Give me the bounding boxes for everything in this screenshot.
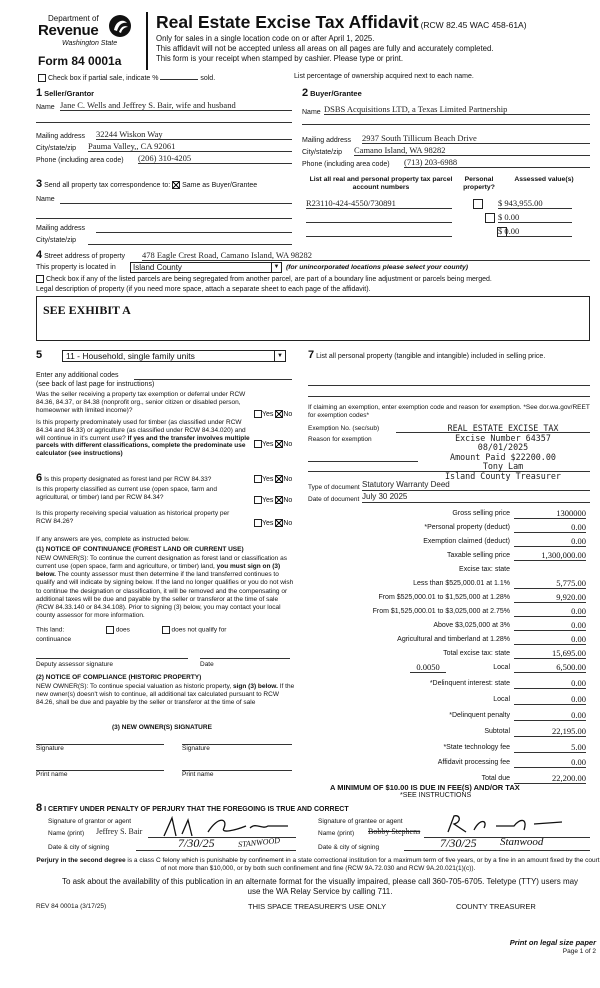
tax-label-taxable: Taxable selling price [446, 552, 510, 559]
tax-label-tier-2: From $525,000.01 to $1,525,000 at 1.28% [378, 594, 510, 601]
tax-value-tier-2[interactable]: 9,920.00 [514, 592, 586, 603]
answers-note: If any answers are yes, complete as instructed below. [36, 536, 190, 543]
parcel-personal-checkbox-1[interactable] [473, 199, 483, 209]
tax-value-tier-4[interactable]: 0.00 [514, 620, 586, 631]
tax-row-subtotal [300, 726, 590, 738]
tax-label-exemption: Exemption claimed (deduct) [423, 538, 510, 545]
owner-print-1-label: Print name [36, 771, 68, 778]
buyer-city-field[interactable]: Camano Island, WA 98282 [354, 145, 590, 156]
header-divider [146, 12, 148, 70]
tax-row-personal [300, 522, 590, 534]
dor-swirl-icon [108, 14, 132, 38]
tax-value-local[interactable]: 6,500.00 [514, 662, 586, 673]
tax-label-gross: Gross selling price [452, 510, 510, 517]
minimum-note: A MINIMUM OF $10.00 IS DUE IN FEE(S) AND/OR TAX [330, 783, 520, 792]
segregated-label: Check box if any of the listed parcels are being segregated from another parcel, are part of a boundary line adjustment or parcels being merged. [45, 275, 492, 283]
title-text: Real Estate Excise Tax Affidavit [156, 12, 419, 32]
grantee-signature-scribble [444, 812, 594, 836]
timber-question-a: Is this property predominately used for timber (as classified under RCW 84.34 and 84.33) or agriculture (as classified under RCW 84.34.020) and will continue in it's current use? [36, 419, 246, 442]
parcel-assessed-3[interactable]: $ 0.00 [498, 226, 572, 237]
deputy-signature-field[interactable] [36, 658, 188, 659]
partial-sale-checkbox[interactable] [38, 74, 46, 82]
legal-paper-note: Print on legal size paper [509, 938, 596, 947]
header-note-1: Only for sales in a single location code on or after April 1, 2025. [156, 34, 375, 43]
grantor-signature-label: Signature of grantor or agent [48, 818, 132, 825]
tax-label-tier-3: From $1,525,000.01 to $3,025,000 at 2.75% [372, 608, 510, 615]
historic-yes-no [254, 519, 292, 528]
section-4-number: 4 [36, 249, 43, 261]
owner-print-2-label: Print name [182, 771, 214, 778]
legal-description-label: Legal description of property (if you need more space, attach a separate sheet to each page of the affidavit). [36, 286, 371, 293]
tax-row-excise-state [300, 564, 590, 576]
seller-name-line-2[interactable] [36, 122, 292, 123]
tax-value-total-state[interactable]: 15,695.00 [514, 648, 586, 659]
seller-city-field[interactable]: Pauma Valley,, CA 92061 [88, 141, 292, 152]
grantee-city-value: Stanwood [500, 836, 544, 848]
title-ref: (RCW 82.45 WAC 458-61A) [420, 20, 527, 30]
seller-name-field[interactable]: Jane C. Wells and Jeffrey S. Bair, wife and husband [60, 100, 292, 111]
parcel-account-2[interactable] [306, 212, 452, 223]
tax-label-personal: *Personal property (deduct) [424, 524, 510, 531]
buyer-heading-text: Buyer/Grantee [310, 89, 362, 98]
dept-line2: Revenue [38, 22, 99, 39]
grantee-date-value: 7/30/25 [440, 836, 477, 850]
buyer-city-label: City/state/zip [302, 149, 343, 156]
tax-row-tier-4 [300, 620, 590, 632]
partial-sale-sold: sold. [200, 74, 216, 82]
does-checkbox[interactable] [106, 626, 114, 634]
timber-no-label: No [283, 440, 293, 448]
tax-value-delinquent-penalty[interactable]: 0.00 [514, 710, 586, 721]
this-land-label: This land: [36, 626, 65, 634]
seller-heading [36, 87, 94, 100]
buyer-heading [302, 87, 362, 100]
timber-no-checkbox[interactable] [275, 440, 283, 448]
tax-row-delinquent-local [300, 694, 590, 706]
perjury-text: is a class C felony which is punishable by confinement in a state correctional institution for a maximum term of five years, or by a fine in an amount fixed by the court of not more than $10,000, or by both such confinement and fine (RCW 9A.72.030 and RCW 9A.20.021(1)(c)). [127, 857, 600, 873]
alt-format-notice: To ask about the availability of this publication in an alternate format for the visually impaired, please call 360-705-6705. Teletype (TTY) users may use the WA Relay Service by calling 711. [61, 877, 579, 896]
partial-sale-label: Check box if partial sale, indicate % [47, 74, 159, 82]
tax-value-gross[interactable]: 1300000 [514, 508, 586, 519]
current-use-yes-no [254, 496, 292, 505]
tax-value-technology-fee[interactable]: 5.00 [514, 742, 586, 753]
tax-value-processing-fee[interactable]: 0.00 [514, 757, 586, 768]
current-use-question: Is this property classified as current use (open space, farm and agricultural, or timber) land per RCW 84.34? [36, 486, 218, 501]
does-not-label: does not qualify for [171, 626, 227, 634]
tax-value-delinquent-interest[interactable]: 0.00 [514, 678, 586, 689]
grantor-city-value: STANWOOD [237, 835, 281, 850]
tax-label-technology-fee: *State technology fee [443, 744, 510, 751]
forest-yes-label: Yes [262, 475, 274, 483]
tax-value-total-due[interactable]: 22,200.00 [514, 773, 586, 784]
seller-phone-field[interactable]: (206) 310-4205 [138, 153, 292, 164]
seller-name-label: Name [36, 104, 55, 111]
historic-yes-label: Yes [262, 519, 274, 527]
stamp-line-4: Amount Paid $22200.00 [450, 451, 556, 462]
exemption-reason-line-2[interactable] [308, 471, 590, 472]
forest-yes-checkbox[interactable] [254, 475, 262, 483]
this-land-row [36, 626, 226, 635]
current-use-yes-checkbox[interactable] [254, 496, 262, 504]
certify-heading-text: I CERTIFY UNDER PENALTY OF PERJURY THAT THE FOREGOING IS TRUE AND CORRECT [44, 806, 349, 813]
stamp-line-5: Tony Lam [482, 461, 524, 472]
tax-value-agricultural[interactable]: 0.00 [514, 634, 586, 645]
county-select[interactable] [130, 262, 282, 273]
tax-row-agricultural [300, 634, 590, 646]
legal-description-text: SEE EXHIBIT A [43, 303, 131, 317]
deputy-signature-label: Deputy assessor signature [36, 661, 113, 668]
corr-name-label: Name [36, 196, 55, 203]
treasurer-stamp [420, 424, 586, 482]
tax-label-agricultural: Agricultural and timberland at 1.28% [397, 636, 510, 643]
county-treasurer-label: COUNTY TREASURER [456, 902, 536, 911]
use-code-value: 11 - Household, single family units [66, 351, 195, 361]
section-7-number: 7 [308, 349, 315, 361]
corr-city-label: City/state/zip [36, 237, 77, 244]
partial-sale-percent[interactable] [160, 79, 198, 80]
section-1-number: 1 [36, 87, 43, 99]
notice-2-c: If the new owner(s) doesn't wish to continue, all additional tax calculated pursuant to RCW 84.26, shall be due and payable by the seller or transferor at the time of sale [36, 683, 295, 707]
located-label: This property is located in [36, 264, 116, 271]
timber-yes-label: Yes [262, 440, 274, 448]
tax-row-gross [300, 508, 590, 520]
continuance-label: continuance [36, 636, 72, 643]
exemption-no-label: Exemption No. (sec/sub) [308, 425, 380, 432]
see-instructions: *SEE INSTRUCTIONS [400, 792, 472, 799]
exemption-no-label: No [283, 410, 293, 418]
header-note-2: This affidavit will not be accepted unless all areas on all pages are fully and accurately completed. [156, 44, 494, 53]
timber-yes-no [254, 440, 292, 449]
tax-label-local: Local [493, 664, 510, 671]
tax-value-subtotal[interactable]: 22,195.00 [514, 726, 586, 737]
historic-yes-checkbox[interactable] [254, 519, 262, 527]
tax-value-tier-3[interactable]: 0.00 [514, 606, 586, 617]
treasurer-space-label: THIS SPACE TREASURER'S USE ONLY [248, 902, 387, 911]
dor-logo [38, 12, 133, 52]
additional-codes-note: (see back of last page for instructions) [36, 381, 155, 388]
county-note: (for unincorporated locations please select your county) [286, 264, 469, 271]
grantee-date-label: Date & city of signing [318, 844, 380, 851]
forest-yes-no [254, 475, 292, 484]
partial-sale-row [38, 74, 215, 83]
tax-value-personal[interactable]: 0.00 [514, 522, 586, 533]
tax-value-exemption[interactable]: 0.00 [514, 536, 586, 547]
buyer-mail-field[interactable]: 2937 South Tillicum Beach Drive [362, 133, 590, 144]
exemption-yes-no [254, 410, 292, 419]
stamp-line-6: Island County Treasurer [445, 470, 561, 481]
exemption-no-checkbox[interactable] [275, 410, 283, 418]
tax-row-delinquent-penalty [300, 710, 590, 722]
correspondence-row [36, 178, 257, 191]
tax-label-subtotal: Subtotal [484, 728, 510, 735]
tax-row-total-state [300, 648, 590, 660]
grantee-signature-label: Signature of grantee or agent [318, 818, 403, 825]
doc-date-field[interactable]: July 30 2025 [362, 492, 590, 503]
timber-yes-checkbox[interactable] [254, 440, 262, 448]
owner-signature-1-label: Signature [36, 745, 64, 752]
forest-no-label: No [283, 475, 293, 483]
dept-line1: Department of [48, 14, 99, 23]
county-value: Island County [133, 263, 182, 272]
current-use-no-label: No [283, 496, 293, 504]
corr-mail-label: Mailing address [36, 225, 86, 232]
buyer-phone-field[interactable]: (713) 203-6988 [404, 157, 590, 168]
grantor-name-label: Name (print) [48, 830, 85, 837]
notice-1-title: (1) NOTICE OF CONTINUANCE (FOREST LAND OR CURRENT USE) [36, 546, 244, 553]
personal-property-field-1[interactable] [308, 385, 590, 386]
exemption-question: Was the seller receiving a property tax exemption or deferral under RCW 84.36, 84.37, or 84.38 (nonprofit org., senior citizen or disabled person, homeowner with limited income)? [36, 391, 246, 414]
tax-label-delinquent-penalty: *Delinquent penalty [449, 712, 510, 719]
grantor-date-label: Date & city of signing [48, 844, 110, 851]
section-3-number: 3 [36, 178, 43, 190]
grantee-date-field[interactable] [404, 850, 590, 851]
use-code-dropdown-icon[interactable]: ▼ [274, 351, 285, 361]
tax-row-delinquent-interest [300, 678, 590, 690]
parcel-header-assessed: Assessed value(s) [514, 176, 574, 183]
seller-city-label: City/state/zip [36, 145, 77, 152]
form-number: Form 84 0001a [38, 54, 122, 68]
parcel-account-3[interactable] [306, 226, 452, 237]
page-number: Page 1 of 2 [562, 948, 596, 955]
personal-property-label: List all personal property (tangible and intangible) included in selling price. [316, 353, 546, 360]
tax-row-tier-2 [300, 592, 590, 604]
personal-property-field-2[interactable] [308, 396, 590, 397]
exemption-reason-label: Reason for exemption [308, 436, 372, 443]
segregated-checkbox[interactable] [36, 275, 44, 283]
forest-question-row [36, 472, 211, 485]
same-as-buyer-label: Same as Buyer/Grantee [182, 182, 258, 189]
grantor-date-value: 7/30/25 [178, 836, 215, 850]
personal-property-row [308, 349, 590, 362]
perjury-bold: Perjury in the second degree [36, 857, 126, 864]
seller-mail-field[interactable]: 32244 Wiskon Way [96, 129, 292, 140]
notice-3-title: (3) NEW OWNER(S) SIGNATURE [112, 724, 212, 731]
doc-date-label: Date of document [308, 496, 360, 503]
forest-no-checkbox[interactable] [275, 475, 283, 483]
seller-mail-label: Mailing address [36, 133, 86, 140]
buyer-name-label: Name [302, 109, 321, 116]
parcel-account-1[interactable]: R23110-424-4550/730891 [306, 198, 452, 209]
doc-type-field[interactable]: Statutory Warranty Deed [362, 480, 590, 491]
tax-label-total-state: Total excise tax: state [443, 650, 510, 657]
parcel-assessed-2[interactable]: $ 0.00 [498, 212, 572, 223]
exemption-intro: If claiming an exemption, enter exemption code and reason for exemption. *See dor.wa.gov/REET for exemption codes* [308, 404, 590, 419]
county-dropdown-icon[interactable]: ▼ [271, 263, 281, 272]
parcel-assessed-1[interactable]: $ 943,955.00 [498, 198, 572, 209]
deputy-date-field[interactable] [200, 658, 290, 659]
forest-question: Is this property designated as forest land per RCW 84.33? [44, 476, 212, 483]
section-8-number: 8 [36, 802, 43, 814]
tax-row-tier-1 [300, 578, 590, 590]
dept-line3: Washington State [62, 40, 118, 47]
revision-label: REV 84 0001a (3/17/25) [36, 903, 107, 910]
local-rate-field[interactable]: 0.0050 [410, 662, 446, 673]
current-use-yes-label: Yes [262, 496, 274, 504]
street-field[interactable]: 478 Eagle Crest Road, Camano Island, WA 98282 [142, 250, 590, 261]
notice-2-b: sign (3) below. [233, 683, 278, 690]
parcel-personal-checkbox-2[interactable] [485, 213, 495, 223]
doc-type-label: Type of document [308, 484, 360, 491]
correspondence-label: Send all property tax correspondence to: [44, 182, 171, 189]
historic-question: Is this property receiving special valuation as historical property per RCW 84.26? [36, 510, 230, 525]
notice-1-body [36, 555, 296, 620]
corr-name-line-2[interactable] [36, 218, 292, 219]
notice-2-title: (2) NOTICE OF COMPLIANCE (HISTORIC PROPERTY) [36, 674, 202, 681]
tax-value-tier-1[interactable]: 5,775.00 [514, 578, 586, 589]
tax-label-tier-4: Above $3,025,000 at 3% [433, 622, 510, 629]
exemption-yes-label: Yes [262, 410, 274, 418]
seller-heading-text: Seller/Grantor [44, 89, 95, 98]
stamp-line-1: REAL ESTATE EXCISE TAX [447, 423, 559, 433]
stamp-line-3: 08/01/2025 [477, 442, 529, 453]
buyer-mail-label: Mailing address [302, 137, 352, 144]
form-title [156, 12, 527, 33]
tax-label-delinquent-interest: *Delinquent interest: state [429, 680, 510, 687]
additional-codes-field[interactable] [134, 379, 292, 380]
notice-1-c: The county assessor must then determine if the land transferred continues to qualify and will indicate by signing below. If the land no longer qualifies or you do not wish to continue the designation or classification, it will be removed and the compensating or additional taxes will be due and payable by the seller or transferor at the time of sale (RCW 84.33.140 or 84.34.108). Prior to signing (3) below, you may contact your local county assessor for more information. [36, 571, 294, 619]
tax-label-tier-1: Less than $525,000.01 at 1.1% [413, 580, 510, 587]
use-code-select[interactable] [62, 350, 286, 362]
ownership-note: List percentage of ownership acquired next to each name. [294, 73, 474, 80]
does-label: does [115, 626, 130, 634]
tax-row-taxable [300, 550, 590, 562]
grantee-name-field[interactable]: Bobby Stephens [368, 827, 421, 836]
grantee-name-label: Name (print) [318, 830, 355, 837]
corr-name-field[interactable] [60, 203, 292, 204]
tax-row-local [300, 662, 590, 674]
historic-no-label: No [283, 519, 293, 527]
exemption-yes-checkbox[interactable] [254, 410, 262, 418]
notice-2-body [36, 683, 298, 707]
tax-row-technology-fee [300, 742, 590, 754]
grantor-name-field[interactable]: Jeffrey S. Bair [96, 827, 143, 836]
current-use-no-checkbox[interactable] [275, 496, 283, 504]
seller-phone-label: Phone (including area code) [36, 157, 124, 164]
parcel-header-personal: Personal property? [463, 176, 495, 192]
buyer-name-line-2[interactable] [302, 124, 590, 125]
notice-2-a: NEW OWNER(S): To continue special valuation as historic property, [36, 683, 232, 690]
buyer-name-field[interactable]: DSBS Acquisitions LTD, a Texas Limited Partnership [324, 104, 590, 115]
tax-row-tier-3 [300, 606, 590, 618]
same-as-buyer-checkbox[interactable] [172, 181, 180, 189]
corr-mail-field[interactable] [96, 232, 292, 233]
tax-label-delinquent-local: Local [493, 696, 510, 703]
timber-question-b: If yes and the transfer involves multiple parcels with different classifications, complete the predominate use calculator (see instructions) [36, 434, 250, 458]
section-6-number: 6 [36, 472, 43, 484]
section-2-number: 2 [302, 87, 309, 99]
section-5-number: 5 [36, 349, 43, 361]
historic-no-checkbox[interactable] [275, 519, 283, 527]
notice-1-b: you must sign on (3) below. [36, 563, 281, 579]
legal-description-box[interactable] [36, 296, 590, 341]
segregated-row [36, 275, 492, 284]
tax-label-total-due: Total due [481, 775, 510, 782]
tax-value-delinquent-local[interactable]: 0.00 [514, 694, 586, 705]
deputy-date-label: Date [200, 661, 214, 668]
buyer-phone-label: Phone (including area code) [302, 161, 390, 168]
stamp-line-2: Excise Number 64357 [455, 432, 551, 443]
tax-value-taxable[interactable]: 1,300,000.00 [514, 550, 586, 561]
parcel-header-accounts: List all real and personal property tax parcel account numbers [309, 176, 453, 192]
owner-signature-2-label: Signature [182, 745, 210, 752]
tax-row-exemption [300, 536, 590, 548]
corr-city-field[interactable] [88, 244, 292, 245]
tax-row-processing-fee [300, 757, 590, 769]
tax-label-excise-state: Excise tax: state [459, 566, 510, 573]
exemption-reason-line-1[interactable] [308, 461, 418, 462]
street-label: Street address of property [44, 253, 126, 260]
does-not-checkbox[interactable] [162, 626, 170, 634]
notice-1-a: NEW OWNER(S): To continue the current designation as forest land or classification as current use (open space, farm and agriculture, or timber) land, [36, 555, 287, 571]
perjury-notice [36, 857, 600, 873]
street-row [36, 249, 125, 262]
grantor-date-field[interactable] [136, 850, 296, 851]
timber-question [36, 419, 256, 458]
header-note-3: This form is your receipt when stamped by cashier. Please type or print. [156, 54, 404, 63]
additional-codes-label: Enter any additional codes [36, 372, 119, 379]
tax-label-processing-fee: Affidavit processing fee [437, 759, 510, 766]
